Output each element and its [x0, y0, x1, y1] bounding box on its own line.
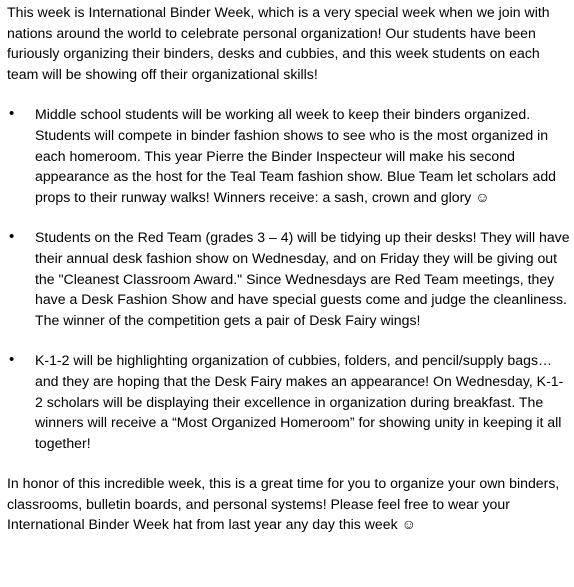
bullet-icon: • [9, 105, 15, 123]
bullet-icon: • [9, 228, 15, 246]
activity-list [7, 104, 570, 453]
list-item-red-team [7, 227, 570, 330]
list-item-middle-school [7, 104, 570, 207]
list-item-text: K-1-2 will be highlighting organization of cubbies, folders, and pencil/supply bags…and they are hoping that the Desk Fairy makes an appearance! On Wednesday, K-1-2 scholars will be displaying their excellence in organization during breakfast. The winners will receive a “Most Organized Homeroom” for showing unity in keeping it all together! [35, 352, 564, 451]
list-item-k12 [7, 350, 570, 453]
list-item-text: Middle school students will be working all week to keep their binders organized. Students will compete in binder fashion shows to see who is the most organized in each homeroom. This year Pierre the Binder Inspecteur will make his second appearance as the host for the Teal Team fashion show. Blue Team let scholars add props to their runway walks! Winners receive: a sash, crown and glory ☺ [35, 106, 557, 205]
list-item-text: Students on the Red Team (grades 3 – 4) will be tidying up their desks! They will have their annual desk fashion show on Wednesday, and on Friday they will be giving out the "Cleanest Classroom Award." Since Wednesdays are Red Team meetings, they have a Desk Fashion Show and have special guests come and judge the cleanliness. The winner of the competition gets a pair of Desk Fairy wings! [35, 229, 570, 328]
closing-paragraph: In honor of this incredible week, this is a great time for you to organize your own binders, classrooms, bulletin boards, and personal systems! Please feel free to wear your International Binder Week hat from last year any day this week ☺ [7, 475, 560, 533]
bullet-icon: • [9, 351, 15, 369]
intro-paragraph: This week is International Binder Week, which is a very special week when we join with nations around the world to celebrate personal organization! Our students have been furiously organizing their binders, desks and cubbies, and this week students on each team will be showing off their organizational skills! [7, 4, 550, 82]
